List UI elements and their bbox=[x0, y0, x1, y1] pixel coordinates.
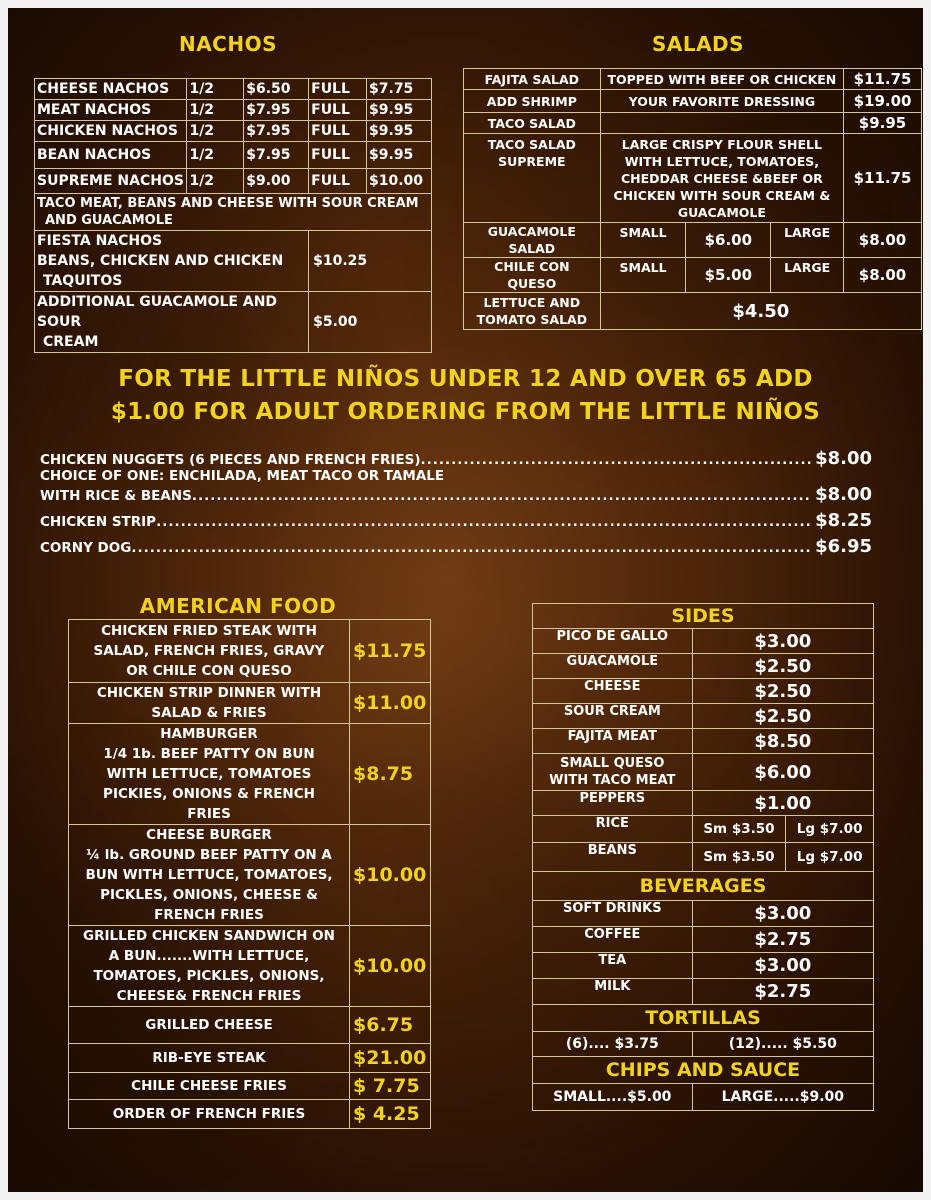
item-price: $19.00 bbox=[844, 90, 922, 113]
table-row bbox=[69, 926, 431, 1007]
item-name: FAJITA MEAT bbox=[533, 729, 693, 754]
table-row bbox=[464, 113, 922, 134]
desc-line: WITH LETTUCE, TOMATOES, bbox=[624, 153, 820, 169]
small-price: Sm $3.50 bbox=[692, 843, 786, 872]
desc-line: CHEDDAR CHEESE &BEEF OR bbox=[620, 170, 823, 186]
item-name: CORNY DOG bbox=[40, 540, 132, 556]
item-price: $8.00 bbox=[815, 484, 872, 505]
tortillas-twelve: (12)..... $5.50 bbox=[692, 1032, 873, 1057]
supreme-description bbox=[35, 194, 432, 231]
size-label: SMALL bbox=[600, 223, 686, 258]
item-price: $6.75 bbox=[350, 1007, 431, 1044]
item-name: SUPREME NACHOS bbox=[35, 169, 187, 194]
leader-dots bbox=[156, 514, 811, 530]
name-line: SUPREME bbox=[498, 154, 566, 169]
item-name: BEANS bbox=[533, 843, 693, 872]
table-row bbox=[533, 629, 874, 654]
kids-item bbox=[40, 484, 872, 505]
table-row bbox=[35, 292, 432, 353]
item-description bbox=[69, 724, 350, 825]
full-price: $10.00 bbox=[367, 169, 432, 194]
table-row bbox=[464, 134, 922, 223]
chips-small: SMALL....$5.00 bbox=[533, 1084, 693, 1111]
table-row bbox=[533, 679, 874, 704]
beverages-heading: BEVERAGES bbox=[533, 872, 874, 901]
large-price: Lg $7.00 bbox=[786, 816, 874, 843]
desc-line: OR CHILE CON QUESO bbox=[126, 663, 292, 679]
item-price: $8.00 bbox=[815, 448, 872, 469]
table-row bbox=[533, 729, 874, 754]
item-price: $10.00 bbox=[350, 926, 431, 1007]
desc-line: HAMBURGER bbox=[160, 726, 258, 742]
size-label: LARGE bbox=[771, 258, 844, 293]
table-row bbox=[69, 620, 431, 683]
item-price: $11.00 bbox=[350, 683, 431, 724]
salads-table bbox=[463, 68, 922, 330]
half-price: $7.95 bbox=[244, 100, 309, 121]
item-name: CHICKEN STRIP bbox=[40, 514, 157, 530]
item-price: $2.50 bbox=[692, 654, 873, 679]
item-price: $9.95 bbox=[844, 113, 922, 134]
full-label: FULL bbox=[309, 142, 367, 169]
item-price: $11.75 bbox=[844, 134, 922, 223]
desc-line: CHICKEN FRIED STEAK WITH bbox=[101, 623, 317, 639]
leader-dots bbox=[421, 452, 812, 468]
item-price: $3.00 bbox=[692, 901, 873, 927]
item-description bbox=[69, 620, 350, 683]
half-label: 1/2 bbox=[187, 142, 244, 169]
leader-dots bbox=[131, 540, 811, 556]
item-name: ADDITIONAL GUACAMOLE AND SOUR bbox=[37, 294, 278, 330]
table-row bbox=[464, 293, 922, 330]
item-name: TACO SALAD bbox=[464, 113, 601, 134]
size-price: $5.00 bbox=[686, 258, 771, 293]
table-row bbox=[35, 231, 432, 292]
table-row bbox=[69, 1007, 431, 1044]
item-description bbox=[69, 683, 350, 724]
item-name: SOFT DRINKS bbox=[533, 901, 693, 927]
item-price: $ 7.75 bbox=[350, 1073, 431, 1100]
desc-line: FRIES bbox=[187, 806, 231, 822]
desc-line: TACO MEAT, BEANS AND CHEESE WITH SOUR CREAM bbox=[37, 196, 419, 211]
table-row bbox=[533, 1032, 874, 1057]
kids-banner-line-1: FOR THE LITTLE NIÑOS UNDER 12 AND OVER 65 ADD bbox=[118, 366, 813, 392]
table-row bbox=[69, 683, 431, 724]
half-price: $7.95 bbox=[244, 121, 309, 142]
full-price: $9.95 bbox=[367, 142, 432, 169]
item-name: MEAT NACHOS bbox=[35, 100, 187, 121]
item-description bbox=[69, 926, 350, 1007]
table-row bbox=[35, 79, 432, 100]
name-line: SALAD bbox=[508, 241, 556, 256]
desc-line: CHICKEN WITH SOUR CREAM & bbox=[613, 187, 831, 203]
table-row bbox=[533, 1057, 874, 1084]
table-row bbox=[35, 142, 432, 169]
item-description: YOUR FAVORITE DRESSING bbox=[600, 90, 843, 113]
item-description bbox=[600, 113, 843, 134]
item-name: CHEESE NACHOS bbox=[35, 79, 187, 100]
table-row bbox=[35, 194, 432, 231]
table-row bbox=[69, 825, 431, 926]
item-description: GRILLED CHEESE bbox=[69, 1007, 350, 1044]
item-price: $6.95 bbox=[815, 536, 872, 557]
desc-line: PICKLES, ONIONS, CHEESE & bbox=[100, 887, 318, 903]
table-row bbox=[533, 816, 874, 843]
item-description bbox=[69, 825, 350, 926]
name-line: TACO SALAD bbox=[487, 137, 576, 152]
half-label: 1/2 bbox=[187, 79, 244, 100]
size-label: LARGE bbox=[771, 223, 844, 258]
item-price: $11.75 bbox=[350, 620, 431, 683]
desc-line: AND GUACAMOLE bbox=[45, 213, 173, 228]
item-description bbox=[600, 134, 843, 223]
table-row bbox=[533, 1005, 874, 1032]
american-food-heading: AMERICAN FOOD bbox=[139, 594, 337, 618]
table-row bbox=[533, 872, 874, 901]
table-row bbox=[533, 901, 874, 927]
chips-large: LARGE.....$9.00 bbox=[692, 1084, 873, 1111]
kids-item bbox=[40, 536, 872, 557]
table-row bbox=[464, 69, 922, 90]
full-label: FULL bbox=[309, 169, 367, 194]
half-price: $7.95 bbox=[244, 142, 309, 169]
item-name: MILK bbox=[533, 979, 693, 1005]
desc-line: BEANS, CHICKEN AND CHICKEN bbox=[37, 253, 284, 269]
table-row bbox=[533, 604, 874, 629]
size-label: SMALL bbox=[600, 258, 686, 293]
menu-page bbox=[8, 8, 923, 1192]
item-name: RICE bbox=[533, 816, 693, 843]
desc-line: TOMATOES, PICKLES, ONIONS, bbox=[93, 968, 325, 984]
name-line: GUACAMOLE bbox=[487, 224, 576, 239]
small-price: Sm $3.50 bbox=[692, 816, 786, 843]
item-description: CHILE CHEESE FRIES bbox=[69, 1073, 350, 1100]
table-row bbox=[533, 953, 874, 979]
tortillas-six: (6).... $3.75 bbox=[533, 1032, 693, 1057]
item-name bbox=[464, 258, 601, 293]
full-price: $7.75 bbox=[367, 79, 432, 100]
item-price: $5.00 bbox=[309, 292, 432, 353]
name-line: LETTUCE AND bbox=[483, 295, 581, 310]
kids-banner-line-2: $1.00 FOR ADULT ORDERING FROM THE LITTLE NIÑOS bbox=[110, 399, 821, 425]
item-name: ADD SHRIMP bbox=[464, 90, 601, 113]
name-line: TOMATO SALAD bbox=[476, 312, 588, 327]
table-row bbox=[533, 979, 874, 1005]
desc-line: FRENCH FRIES bbox=[154, 907, 264, 923]
nachos-heading: NACHOS bbox=[178, 32, 278, 56]
table-row bbox=[533, 843, 874, 872]
half-price: $9.00 bbox=[244, 169, 309, 194]
table-row bbox=[35, 100, 432, 121]
item-price: $2.50 bbox=[692, 704, 873, 729]
desc-line: CHEESE& FRENCH FRIES bbox=[116, 988, 302, 1004]
table-row bbox=[533, 754, 874, 791]
item-name: SOUR CREAM bbox=[533, 704, 693, 729]
desc-line: GUACAMOLE bbox=[677, 204, 766, 220]
full-label: FULL bbox=[309, 79, 367, 100]
item-price: $2.50 bbox=[692, 679, 873, 704]
item-name: WITH RICE & BEANS bbox=[40, 488, 192, 504]
fiesta-nachos bbox=[35, 231, 309, 292]
item-name bbox=[464, 223, 601, 258]
table-row bbox=[533, 704, 874, 729]
item-price: $2.75 bbox=[692, 979, 873, 1005]
desc-line: PICKIES, ONIONS & FRENCH bbox=[103, 786, 315, 802]
item-name: COFFEE bbox=[533, 927, 693, 953]
large-price: Lg $7.00 bbox=[786, 843, 874, 872]
nachos-table bbox=[34, 78, 432, 353]
kids-item bbox=[40, 448, 872, 469]
item-price: $3.00 bbox=[692, 629, 873, 654]
item-name: TEA bbox=[533, 953, 693, 979]
half-label: 1/2 bbox=[187, 121, 244, 142]
kids-item bbox=[40, 510, 872, 531]
additional-guacamole bbox=[35, 292, 309, 353]
tortillas-heading: TORTILLAS bbox=[533, 1005, 874, 1032]
item-price: $8.75 bbox=[350, 724, 431, 825]
table-row bbox=[35, 169, 432, 194]
item-price: $6.00 bbox=[692, 754, 873, 791]
name-line: QUESO bbox=[507, 276, 557, 291]
desc-line: GRILLED CHICKEN SANDWICH ON bbox=[83, 928, 335, 944]
desc-line: ¼ lb. GROUND BEEF PATTY ON A bbox=[86, 847, 332, 863]
table-row bbox=[533, 927, 874, 953]
item-name: CHICKEN NACHOS bbox=[35, 121, 187, 142]
table-row bbox=[69, 1044, 431, 1073]
item-price: $10.00 bbox=[350, 825, 431, 926]
item-price: $ 4.25 bbox=[350, 1100, 431, 1129]
desc-line: LARGE CRISPY FLOUR SHELL bbox=[621, 136, 822, 152]
name-line: CHILE CON bbox=[494, 259, 570, 274]
sides-table bbox=[532, 603, 874, 1111]
table-row bbox=[464, 90, 922, 113]
desc-line: CREAM bbox=[43, 334, 99, 350]
chips-heading: CHIPS AND SAUCE bbox=[533, 1057, 874, 1084]
full-price: $9.95 bbox=[367, 100, 432, 121]
desc-line: SALAD, FRENCH FRIES, GRAVY bbox=[93, 643, 325, 659]
item-price: $11.75 bbox=[844, 69, 922, 90]
item-price: $21.00 bbox=[350, 1044, 431, 1073]
item-name: SMALL QUESO WITH TACO MEAT bbox=[533, 754, 693, 791]
table-row bbox=[69, 724, 431, 825]
table-row bbox=[533, 1084, 874, 1111]
item-description: ORDER OF FRENCH FRIES bbox=[69, 1100, 350, 1129]
item-name: PICO DE GALLO bbox=[533, 629, 693, 654]
half-label: 1/2 bbox=[187, 100, 244, 121]
item-price: $1.00 bbox=[692, 791, 873, 816]
item-price: $4.50 bbox=[600, 293, 921, 330]
american-food-table bbox=[68, 619, 431, 1129]
table-row bbox=[533, 791, 874, 816]
item-name: FIESTA NACHOS bbox=[37, 233, 163, 249]
desc-line: A BUN.......WITH LETTUCE, bbox=[108, 948, 310, 964]
sides-heading: SIDES bbox=[533, 604, 874, 629]
full-label: FULL bbox=[309, 100, 367, 121]
half-label: 1/2 bbox=[187, 169, 244, 194]
desc-line: 1/4 1b. BEEF PATTY ON BUN bbox=[103, 746, 315, 762]
size-price: $8.00 bbox=[844, 258, 922, 293]
item-name bbox=[464, 134, 601, 223]
item-name bbox=[464, 293, 601, 330]
item-price: $3.00 bbox=[692, 953, 873, 979]
size-price: $8.00 bbox=[844, 223, 922, 258]
item-name: PEPPERS bbox=[533, 791, 693, 816]
kids-item-intro bbox=[40, 468, 872, 484]
item-price: $8.25 bbox=[815, 510, 872, 531]
item-description: TOPPED WITH BEEF OR CHICKEN bbox=[600, 69, 843, 90]
desc-line: SALAD & FRIES bbox=[151, 705, 267, 721]
table-row bbox=[69, 1073, 431, 1100]
desc-line: CHEESE BURGER bbox=[146, 827, 272, 843]
desc-line: CHICKEN STRIP DINNER WITH bbox=[96, 685, 322, 701]
table-row bbox=[464, 223, 922, 258]
table-row bbox=[464, 258, 922, 293]
item-name: CHICKEN NUGGETS (6 PIECES AND FRENCH FRIES) bbox=[40, 452, 421, 468]
half-price: $6.50 bbox=[244, 79, 309, 100]
salads-heading: SALADS bbox=[651, 32, 745, 56]
item-name: CHEESE bbox=[533, 679, 693, 704]
desc-line: TAQUITOS bbox=[43, 273, 123, 289]
table-row bbox=[533, 654, 874, 679]
desc-line: BUN WITH LETTUCE, TOMATOES, bbox=[85, 867, 333, 883]
item-price: $8.50 bbox=[692, 729, 873, 754]
size-price: $6.00 bbox=[686, 223, 771, 258]
item-name: FAJITA SALAD bbox=[464, 69, 601, 90]
item-name: GUACAMOLE bbox=[533, 654, 693, 679]
full-label: FULL bbox=[309, 121, 367, 142]
item-price: $2.75 bbox=[692, 927, 873, 953]
table-row bbox=[69, 1100, 431, 1129]
table-row bbox=[35, 121, 432, 142]
full-price: $9.95 bbox=[367, 121, 432, 142]
item-name: BEAN NACHOS bbox=[35, 142, 187, 169]
item-name: CHOICE OF ONE: ENCHILADA, MEAT TACO OR TAMALE bbox=[40, 468, 445, 484]
item-price: $10.25 bbox=[309, 231, 432, 292]
desc-line: WITH LETTUCE, TOMATOES bbox=[106, 766, 312, 782]
item-description: RIB-EYE STEAK bbox=[69, 1044, 350, 1073]
leader-dots bbox=[192, 488, 811, 504]
